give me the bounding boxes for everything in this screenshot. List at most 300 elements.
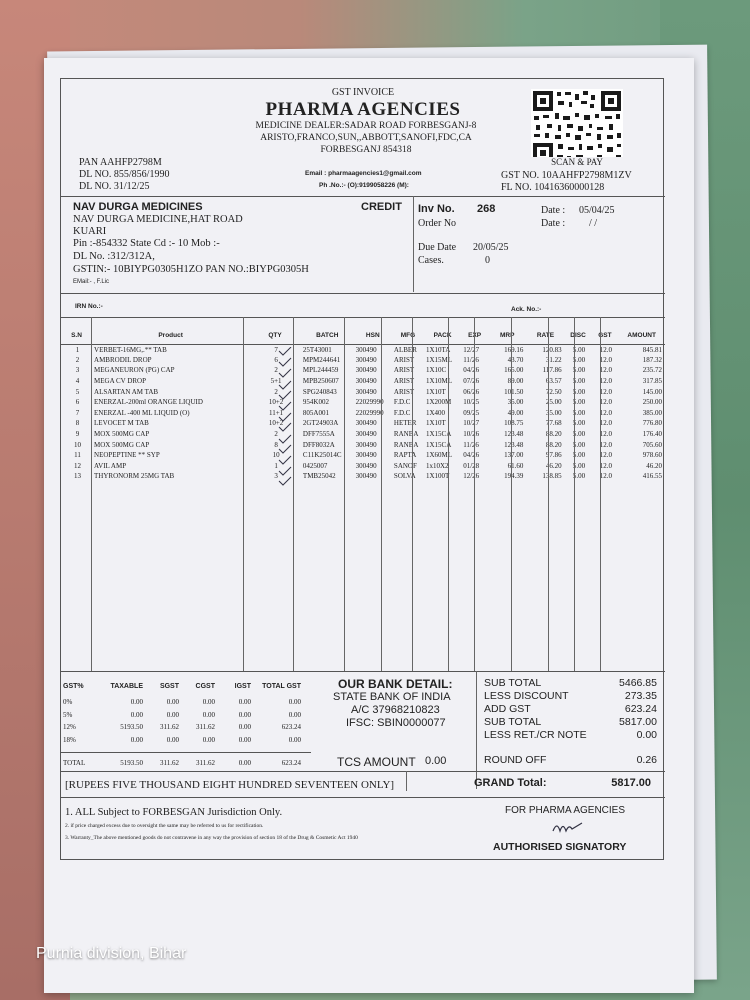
cell-product: MOX 500MG CAP [94,440,150,449]
gst-cell: 0.00 [130,735,143,744]
column-divider [574,317,575,671]
gst-cell: 0.00 [288,710,301,719]
cell-gst: 12.0 [599,366,613,375]
cell-mrp: 194.39 [504,472,524,481]
cell-mrp: 35.00 [507,398,524,407]
sub-total2-value: 5817.00 [619,716,657,728]
buyer-email: EMail:- , F.Lic [73,279,110,285]
column-header: EXP [461,327,488,344]
cell-exp: 06/26 [463,387,480,396]
cell-qty: 7 [274,345,278,354]
cell-amount: 978.60 [642,451,662,460]
cell-rate: 35.00 [545,408,562,417]
cell-gst: 12.0 [599,377,613,386]
cell-mfg: RANBA [393,440,419,449]
cell-rate: 88.20 [545,440,562,449]
cell-product: THYRONORM 25MG TAB [94,472,175,481]
cell-pack: 1X15CA [425,430,452,439]
cell-gst: 12.0 [599,408,613,417]
cell-pack: 1X15ML [425,355,453,364]
sub-total-value: 5466.85 [619,677,657,689]
order-date: / / [589,218,598,229]
for-company: FOR PHARMA AGENCIES [505,805,626,816]
gst-summary-header [61,683,306,695]
cell-hsn: 22029990 [355,398,384,407]
company-email: Email : pharmaagencies1@gmail.com [305,170,422,177]
cell-gst: 12.0 [599,461,613,470]
gst-summary-total-row [61,759,306,771]
cell-product: MOX 500MG CAP [94,430,150,439]
company-name: PHARMA AGENCIES [265,99,461,120]
column-divider [448,317,449,671]
cell-qty: 2 [274,387,278,396]
divider [413,196,414,292]
gst-cell: 0.00 [238,710,251,719]
cell-hsn: 300490 [355,430,377,439]
cell-mrp: 123.48 [504,440,524,449]
cell-disc: 5.00 [572,387,586,396]
cell-hsn: 300490 [355,387,377,396]
cell-rate: 25.00 [545,398,562,407]
cell-mfg: RANBA [393,430,419,439]
cell-product: ENERZAL-200ml ORANGE LIQUID [94,398,203,407]
divider [61,196,665,197]
cell-disc: 5.00 [572,345,586,354]
cell-rate: 31.22 [545,355,562,364]
cell-exp: 07/26 [463,377,480,386]
gst-cell: 0.00 [202,735,215,744]
cell-mfg: ARIST [393,366,415,375]
amount-in-words: [RUPEES FIVE THOUSAND EIGHT HUNDRED SEVENTEEN ONLY] [65,779,395,791]
cell-hsn: 300490 [355,377,377,386]
cell-qty: 10 [272,451,280,460]
due-date: 20/05/25 [473,242,509,253]
column-header: MRP [488,327,526,344]
cell-batch: 805A001 [302,408,329,417]
cell-exp: 12/27 [463,345,480,354]
ack-label: Ack. No.:- [511,306,542,313]
cell-sn: 3 [75,366,80,375]
cell-rate: 138.85 [542,472,562,481]
cell-rate: 63.57 [545,377,562,386]
gst-no: GST NO. 10AAHFP2798M1ZV [501,170,632,181]
gst-cell: TOTAL [63,759,86,767]
cell-mrp: 165.00 [504,366,524,375]
cell-amount: 416.55 [642,472,662,481]
cell-pack: 1X400 [425,408,446,417]
cell-qty: 3 [274,472,278,481]
cell-sn: 9 [75,430,80,439]
dl-no-2: DL NO. 31/12/25 [79,181,150,192]
tcs-value: 0.00 [425,755,447,767]
gst-cell: 5% [63,710,73,719]
cell-product: AVIL AMP [94,461,127,470]
divider [61,671,665,672]
doc-type: GST INVOICE [331,87,395,98]
cell-pack: 1X10T [425,419,446,428]
cell-batch: MPL244459 [302,366,339,375]
cell-batch: DFF8032A [302,440,335,449]
gst-summary-row [61,698,306,710]
cell-amount: 845.81 [642,345,662,354]
cell-amount: 46.20 [646,461,662,470]
handwritten-tick-marks [261,347,301,497]
column-divider [381,317,382,671]
due-date-label: Due Date [418,242,457,253]
cell-hsn: 300490 [355,461,377,470]
cell-product: ALSARTAN AM TAB [94,387,159,396]
column-header: RATE [526,327,564,344]
cell-amount: 187.32 [642,355,662,364]
cell-mfg: ARIST [393,355,415,364]
cell-exp: 12/26 [463,472,480,481]
cell-mrp: 169.16 [504,345,524,354]
cell-mfg: SOLVA [393,472,416,481]
cell-mfg: ALBER [393,345,417,354]
cell-product: ENERZAL -400 ML LIQUID (O) [94,408,190,417]
cell-rate: 46.20 [545,461,562,470]
gst-cell: 18% [63,735,76,744]
add-gst-label: ADD GST [484,703,531,715]
cell-disc: 5.00 [572,440,586,449]
cell-exp: 04/26 [463,451,480,460]
cell-amount: 317.85 [642,377,662,386]
cell-hsn: 300490 [355,451,377,460]
cell-mfg: ARIST [393,377,415,386]
column-header: AMOUNT [618,327,665,344]
less-ret-value: 0.00 [636,729,657,741]
column-header: BATCH [301,327,354,344]
round-off-value: 0.26 [636,754,657,766]
gst-summary-row [61,736,306,748]
cell-mrp: 137.00 [504,451,524,460]
inv-no-label: Inv No. [418,203,455,215]
signature-icon [551,819,591,835]
cell-sn: 5 [75,387,80,396]
cell-mrp: 108.75 [504,419,524,428]
cell-disc: 5.00 [572,355,586,364]
cell-pack: 1X10ML [425,377,453,386]
gst-cell: 0.00 [130,698,143,706]
column-header: Product [92,327,249,344]
cell-sn: 8 [75,419,80,428]
cell-hsn: 300490 [355,355,377,364]
inv-no: 268 [477,203,496,215]
gst-cell: 311.62 [196,759,215,767]
gst-cell: 0.00 [130,710,143,719]
scan-pay-label: SCAN & PAY [531,157,623,167]
cell-batch: 2GT24903A [302,419,339,428]
footer-note-1: 1. ALL Subject to FORBESGAN Jurisdiction Only. [65,807,283,818]
cell-mfg: SANOF [393,461,417,470]
round-off-label: ROUND OFF [484,754,547,766]
discount-label: LESS DISCOUNT [484,690,569,702]
sub-total-label: SUB TOTAL [484,677,542,689]
cell-mrp: 123.48 [504,430,524,439]
column-divider [243,317,244,671]
cell-rate: 120.83 [542,345,562,354]
cell-batch: 0425007 [302,461,328,470]
cell-pack: 1X15CA [425,440,452,449]
cell-exp: 10/26 [463,430,480,439]
grand-total-label: GRAND Total: [474,777,547,789]
cell-product: LEVOCET M TAB [94,419,149,428]
sub-total2-label: SUB TOTAL [484,716,542,728]
cell-hsn: 300490 [355,366,377,375]
cell-mrp: 43.70 [507,355,524,364]
gst-cell: 5193.50 [120,759,143,767]
cell-qty: 10+2 [268,398,284,407]
company-phone: Ph .No.:- (O):9199058226 (M): [319,182,409,189]
buyer-address-1: NAV DURGA MEDICINE,HAT ROAD [73,214,243,225]
gst-cell: 311.62 [196,723,215,731]
cell-gst: 12.0 [599,345,613,354]
divider [61,797,665,798]
column-divider [511,317,512,671]
cell-amount: 250.00 [642,398,662,407]
footer-note-3: 3. Warranty_The above mentioned goods do not contravene in any way the provision of section 18 of the Drug & Cosmetic Act 1940 [65,835,358,841]
divider [61,293,665,294]
cell-amount: 145.00 [642,387,662,396]
cell-disc: 5.00 [572,377,586,386]
gst-summary-row [61,711,306,723]
cell-hsn: 300490 [355,440,377,449]
column-header: TOTAL GST [262,683,301,690]
gst-cell: 311.62 [160,759,179,767]
cell-exp: 04/26 [463,366,480,375]
cell-mrp: 49.00 [507,408,524,417]
gst-cell: 0.00 [238,759,251,767]
gst-summary-row [61,723,306,735]
dl-no-1: DL NO. 855/856/1990 [79,169,170,180]
cell-batch: TMB25042 [302,472,336,481]
buyer-gstin: GSTIN:- 10BIYPG0305H1ZO PAN NO.:BIYPG0305H [73,264,309,275]
cell-hsn: 22029990 [355,408,384,417]
buyer-name: NAV DURGA MEDICINES [73,201,203,213]
cell-mfg: F.D.C [393,398,411,407]
bank-title: OUR BANK DETAIL: [338,677,453,691]
cell-qty: 8 [274,440,278,449]
cell-amount: 705.60 [642,440,662,449]
cell-gst: 12.0 [599,355,613,364]
divider [406,771,407,791]
cell-mfg: F.D.C [393,408,411,417]
cell-rate: 77.68 [545,419,562,428]
cell-amount: 235.72 [642,366,662,375]
cell-product: MEGANEURON (PG) CAP [94,366,175,375]
fl-no: FL NO. 10416360000128 [501,182,605,193]
invoice-frame [60,78,664,860]
bank-name: STATE BANK OF INDIA [333,691,451,703]
cell-disc: 5.00 [572,398,586,407]
cell-pack: 1X10TA [425,345,451,354]
column-header: CGST [195,683,215,690]
gst-cell: 0.00 [166,735,179,744]
cell-sn: 13 [74,472,81,481]
column-header: SGST [159,683,179,690]
cell-batch: MPB250607 [302,377,339,386]
gst-cell: 0.00 [166,710,179,719]
cell-rate: 97.86 [545,451,562,460]
authorised-signatory: AUTHORISED SIGNATORY [493,841,627,853]
gst-cell: 623.24 [281,723,301,731]
cell-product: VERBET-16MG,.** TAB [94,345,167,354]
cell-mfg: RAPTA [393,451,417,460]
cell-disc: 5.00 [572,408,586,417]
cell-qty: 2 [274,430,278,439]
gst-cell: 0.00 [166,698,179,706]
cell-rate: 72.50 [545,387,562,396]
inv-date: 05/04/25 [579,205,615,216]
cell-qty: 10+2 [268,419,284,428]
column-header: TAXABLE [110,683,143,690]
gst-cell: 12% [63,723,76,731]
cell-mrp: 89.00 [507,377,524,386]
cell-disc: 5.00 [572,472,586,481]
cell-sn: 10 [74,440,81,449]
irn-label: IRN No.:- [75,303,103,310]
cell-batch: C11K25014C [302,451,342,460]
cell-batch: 25T43001 [302,345,332,354]
cell-pack: 1X60ML [425,451,453,460]
cell-gst: 12.0 [599,472,613,481]
cell-pack: 1X10C [425,366,447,375]
cell-pack: 1X200M [425,398,452,407]
cell-sn: 1 [75,345,80,354]
credit-label: CREDIT [361,201,402,213]
cell-hsn: 300490 [355,419,377,428]
cell-pack: 1X100T [425,472,450,481]
cell-disc: 5.00 [572,461,586,470]
pan-no: PAN AAHFP2798M [79,157,162,168]
column-header: HSN [354,327,392,344]
cell-sn: 2 [75,355,80,364]
column-header: PACK [424,327,461,344]
cell-exp: 11/26 [463,440,479,449]
gst-cell: 0.00 [238,723,251,731]
column-header: S.N [61,327,92,344]
date-label: Date : [541,205,566,216]
add-gst-value: 623.24 [624,703,657,715]
cell-disc: 5.00 [572,430,586,439]
buyer-address-2: KUARI [73,226,107,237]
cell-gst: 12.0 [599,430,613,439]
cell-qty: 1 [274,461,278,470]
qr-code-icon [531,89,623,165]
cell-sn: 4 [75,377,80,386]
cell-qty: 11+1 [268,408,284,417]
cell-disc: 5.00 [572,419,586,428]
bank-ifsc: IFSC: SBIN0000077 [346,717,446,729]
cell-amount: 776.80 [642,419,662,428]
cell-exp: 09/25 [463,408,480,417]
divider [61,752,311,753]
cell-disc: 5.00 [572,366,586,375]
gst-cell: 0.00 [288,698,301,706]
gst-cell: 623.24 [281,759,301,767]
cell-product: AMBRODIL DROP [94,355,152,364]
cell-batch: 954K002 [302,398,329,407]
column-header: IGST [234,683,251,690]
column-divider [474,317,475,671]
cell-product: MEGA CV DROP [94,377,147,386]
cell-gst: 12.0 [599,440,613,449]
grand-total-value: 5817.00 [611,777,651,789]
cell-qty: 5+1 [270,377,282,386]
gst-cell: 0.00 [202,698,215,706]
cell-batch: DFF7555A [302,430,335,439]
cell-pack: 1x10X2 [425,461,449,470]
date2-label: Date : [541,218,566,229]
photo-location-caption: Purnia division, Bihar [36,945,187,962]
column-header: DISC [565,327,592,344]
cell-mrp: 61.60 [507,461,524,470]
cell-mrp: 101.50 [504,387,524,396]
cell-exp: 10/25 [463,398,480,407]
cell-sn: 7 [75,408,80,417]
gst-cell: 0% [63,698,73,706]
column-divider [91,317,92,671]
less-ret-label: LESS RET./CR NOTE [484,729,587,741]
company-line-3: FORBESGANJ 854318 [320,145,412,155]
company-line-2: ARISTO,FRANCO,SUN,,ABBOTT,SANOFI,FDC,CA [260,133,472,143]
cell-pack: 1X10T [425,387,446,396]
gst-cell: 5193.50 [120,723,143,731]
company-line-1: MEDICINE DEALER:SADAR ROAD FORBESGANJ-8 [255,121,477,131]
column-divider [600,317,601,671]
cell-hsn: 300490 [355,472,377,481]
bank-account: A/C 37968210823 [351,704,440,716]
gst-cell: 0.00 [238,698,251,706]
cell-product: NEOPEPTINE ** SYP [94,451,160,460]
gst-cell: 0.00 [288,735,301,744]
cell-hsn: 300490 [355,345,377,354]
gst-cell: 0.00 [238,735,251,744]
cell-qty: 2 [274,366,278,375]
column-divider [344,317,345,671]
gst-cell: 0.00 [202,710,215,719]
cell-sn: 12 [74,461,81,470]
cell-rate: 117.86 [542,366,562,375]
cell-sn: 11 [74,451,81,460]
column-header: GST% [63,683,84,690]
column-header: MFG [392,327,424,344]
cell-sn: 6 [75,398,80,407]
cell-mfg: ARIST [393,387,415,396]
cell-disc: 5.00 [572,451,586,460]
footer-note-2: 2. if price charged excess due to oversight the same may be referred to us for rectification. [65,823,264,829]
buyer-dl: DL No. :312/312A, [73,251,155,262]
cell-gst: 12.0 [599,419,613,428]
cell-gst: 12.0 [599,398,613,407]
discount-value: 273.35 [624,690,657,702]
buyer-pin: Pin :-854332 State Cd :- 10 Mob :- [73,238,220,249]
column-divider [412,317,413,671]
cell-gst: 12.0 [599,387,613,396]
cell-rate: 88.20 [545,430,562,439]
column-divider [548,317,549,671]
cases-value: 0 [485,255,490,266]
cell-exp: 10/27 [463,419,480,428]
column-header: GST [591,327,618,344]
column-header: QTY [249,327,301,344]
order-no-label: Order No [418,218,457,229]
cell-mfg: HETER [393,419,417,428]
divider [61,771,665,772]
cell-qty: 6 [274,355,278,364]
cell-amount: 385.00 [642,408,662,417]
cell-amount: 176.40 [642,430,662,439]
